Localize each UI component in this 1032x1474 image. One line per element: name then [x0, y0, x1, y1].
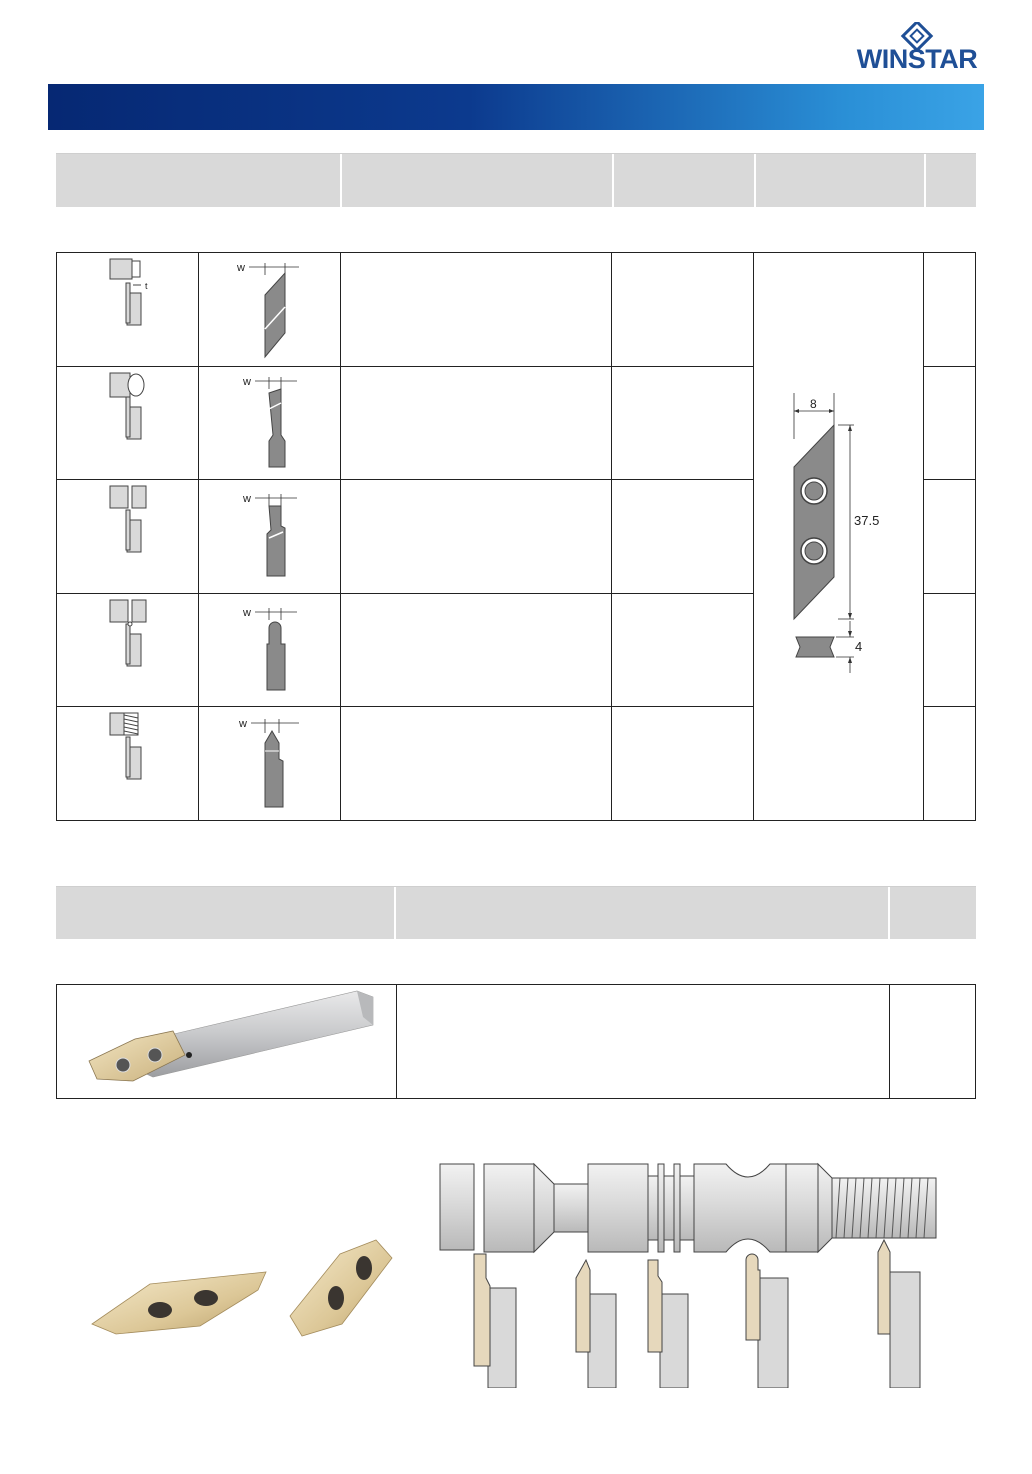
logo-wordmark: WINSTAR: [856, 44, 978, 74]
section-banner: [48, 84, 984, 130]
width-symbol: w: [242, 493, 251, 505]
description-cell: [340, 253, 611, 367]
bevel-tool: [576, 1260, 616, 1388]
operation-icon-cell: [57, 367, 199, 480]
profile-cell: [198, 253, 340, 367]
profile-cell: [198, 594, 340, 707]
parting-tool: [474, 1254, 516, 1388]
insert-length-label: 37.5: [854, 513, 880, 528]
insert-width-label: 8: [810, 397, 817, 411]
insert-thickness-label: 4: [855, 639, 863, 654]
operation-icon-cell: [57, 594, 199, 707]
insert-table: [56, 252, 976, 821]
table-header-bar: [56, 153, 976, 207]
grooving-step-profile: [199, 480, 339, 592]
insert-photo-flat: [92, 1272, 266, 1334]
holder-order-cell: [890, 985, 976, 1099]
header-cell: [56, 887, 396, 939]
depth-symbol: t: [145, 281, 148, 291]
order-cell: [924, 480, 976, 594]
insert-dimension-cell: [754, 253, 924, 821]
holder-description-cell: [396, 985, 889, 1099]
spec-cell: [612, 253, 754, 367]
header-cell: [342, 154, 614, 207]
insert-photos: [80, 1230, 400, 1350]
spec-cell: [612, 594, 754, 707]
description-cell: [340, 594, 611, 707]
grooving-step-operation-icon: [57, 480, 197, 592]
width-symbol: w: [236, 262, 245, 274]
profile-cell: [198, 480, 340, 594]
radius-tool: [746, 1254, 788, 1388]
profile-cell: [198, 707, 340, 821]
parting-bevel-profile: [199, 253, 339, 365]
operation-icon-cell: [57, 707, 199, 821]
radius-operation-icon: [57, 594, 197, 706]
description-cell: [340, 480, 611, 594]
width-symbol: w: [242, 376, 251, 388]
order-cell: [924, 707, 976, 821]
application-diagram: [436, 1160, 946, 1388]
grooving-neck-profile: [199, 367, 339, 479]
threading-tool: [878, 1240, 920, 1388]
width-symbol: w: [238, 718, 247, 730]
holder-image-cell: [57, 985, 397, 1099]
operation-icon-cell: [57, 253, 199, 367]
insert-photo-angled: [290, 1240, 392, 1336]
threading-profile: [199, 707, 339, 819]
order-cell: [924, 367, 976, 480]
holder-table-header-bar: [56, 886, 976, 939]
description-cell: [340, 707, 611, 821]
insert-dimension-drawing: [754, 253, 922, 819]
full-radius-profile: [199, 594, 339, 706]
spec-cell: [612, 480, 754, 594]
description-cell: [340, 367, 611, 480]
grooving-tool: [648, 1260, 688, 1388]
profile-cell: [198, 367, 340, 480]
spec-cell: [612, 367, 754, 480]
header-cell: [56, 154, 342, 207]
order-cell: [924, 253, 976, 367]
holder-table: [56, 984, 976, 1099]
spec-cell: [612, 707, 754, 821]
grooving-operation-icon: [57, 367, 197, 479]
header-cell: [396, 887, 890, 939]
toolholder-image: [57, 985, 395, 1097]
header-cell: [756, 154, 926, 207]
header-cell: [614, 154, 756, 207]
order-cell: [924, 594, 976, 707]
operation-icon-cell: [57, 480, 199, 594]
parting-operation-icon: [57, 253, 197, 365]
winstar-logo: [846, 22, 988, 74]
threading-operation-icon: [57, 707, 197, 819]
width-symbol: w: [242, 607, 251, 619]
